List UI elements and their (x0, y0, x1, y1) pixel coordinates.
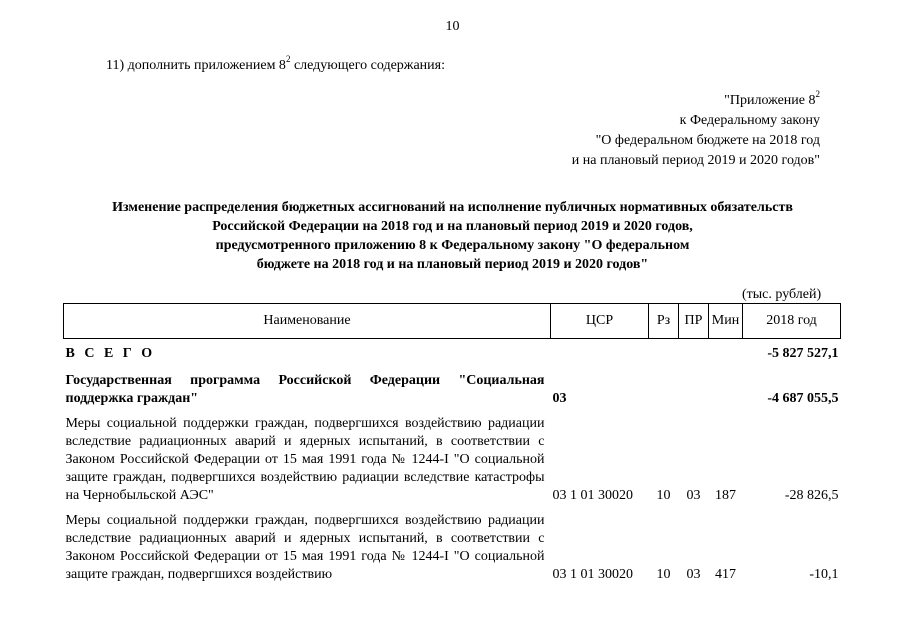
document-heading (60, 198, 845, 274)
row-name: Меры социальной поддержки граждан, подвергшихся воздействию радиации вследствие радиационных аварий и ядерных испытаний, в соответствии с Законом Российской Федерации от 15 мая 1991 года № 1244-I "О социальной защите граждан, подвергшихся воздействию радиации вследствие катастрофы на Чернобыльской АЭС" (65, 416, 545, 503)
intro-paragraph (106, 54, 445, 75)
row-csr: 03 1 01 30020 (552, 488, 633, 503)
row-amount: -5 827 527,1 (767, 346, 839, 361)
row-rz: 10 (656, 488, 671, 503)
header-pr: ПР (679, 304, 709, 339)
appendix-superscript: 2 (815, 89, 820, 100)
row-rz (649, 363, 679, 408)
table-header-row (64, 304, 841, 339)
header-name: Наименование (64, 304, 551, 339)
row-amount: -4 687 055,5 (767, 391, 839, 406)
row-csr: 03 1 01 30020 (552, 567, 633, 582)
units-label: (тыс. рублей) (742, 287, 822, 302)
heading-line-4: бюджете на 2018 год и на плановый период 2019 и 2020 годов" (256, 257, 649, 272)
heading-line-1: Изменение распределения бюджетных ассигнований на исполнение публичных нормативных обязательств (112, 200, 793, 215)
table-row (64, 505, 841, 584)
intro-rest: следующего содержания: (290, 58, 445, 73)
row-rz (649, 339, 679, 364)
row-pr (679, 339, 709, 364)
intro-superscript: 2 (285, 54, 291, 65)
row-pr: 03 (686, 488, 701, 503)
budget-table (63, 303, 841, 584)
row-min (709, 363, 743, 408)
header-csr: ЦСР (551, 304, 649, 339)
row-amount: -28 826,5 (784, 488, 839, 503)
row-name: В С Е Г О (65, 346, 156, 361)
row-csr: 03 (552, 391, 567, 406)
row-min: 187 (715, 488, 736, 503)
header-rz: Рз (649, 304, 679, 339)
heading-line-2: Российской Федерации на 2018 год и на плановый период 2019 и 2020 годов, (212, 219, 693, 234)
appendix-caption (520, 91, 820, 171)
row-min (709, 339, 743, 364)
appendix-line-2: к Федеральному закону (679, 113, 820, 128)
row-min: 417 (715, 567, 736, 582)
row-amount: -10,1 (809, 567, 839, 582)
page-number: 10 (445, 19, 460, 34)
intro-text: 11) дополнить приложением 8 (106, 58, 286, 73)
heading-line-3: предусмотренного приложению 8 к Федеральному закону "О федеральном (215, 238, 690, 253)
table-row-total (64, 339, 841, 364)
appendix-line-4: и на плановый период 2019 и 2020 годов" (571, 153, 820, 168)
header-year: 2018 год (743, 304, 841, 339)
row-csr (551, 339, 649, 364)
header-min: Мин (709, 304, 743, 339)
row-rz: 10 (656, 567, 671, 582)
row-pr (679, 363, 709, 408)
row-pr: 03 (686, 567, 701, 582)
row-name: Государственная программа Российской Федерации "Социальная поддержка граждан" (65, 373, 545, 406)
table-row (64, 408, 841, 505)
row-name: Меры социальной поддержки граждан, подвергшихся воздействию радиации вследствие радиационных аварий и ядерных испытаний, в соответствии с Законом Российской Федерации от 15 мая 1991 года № 1244-I "О социальной защите граждан, подвергшихся воздействию (65, 513, 545, 582)
appendix-line-3: "О федеральном бюджете на 2018 год (595, 133, 820, 148)
appendix-line-1: "Приложение $8^2$ (724, 89, 820, 108)
table-row-program (64, 363, 841, 408)
